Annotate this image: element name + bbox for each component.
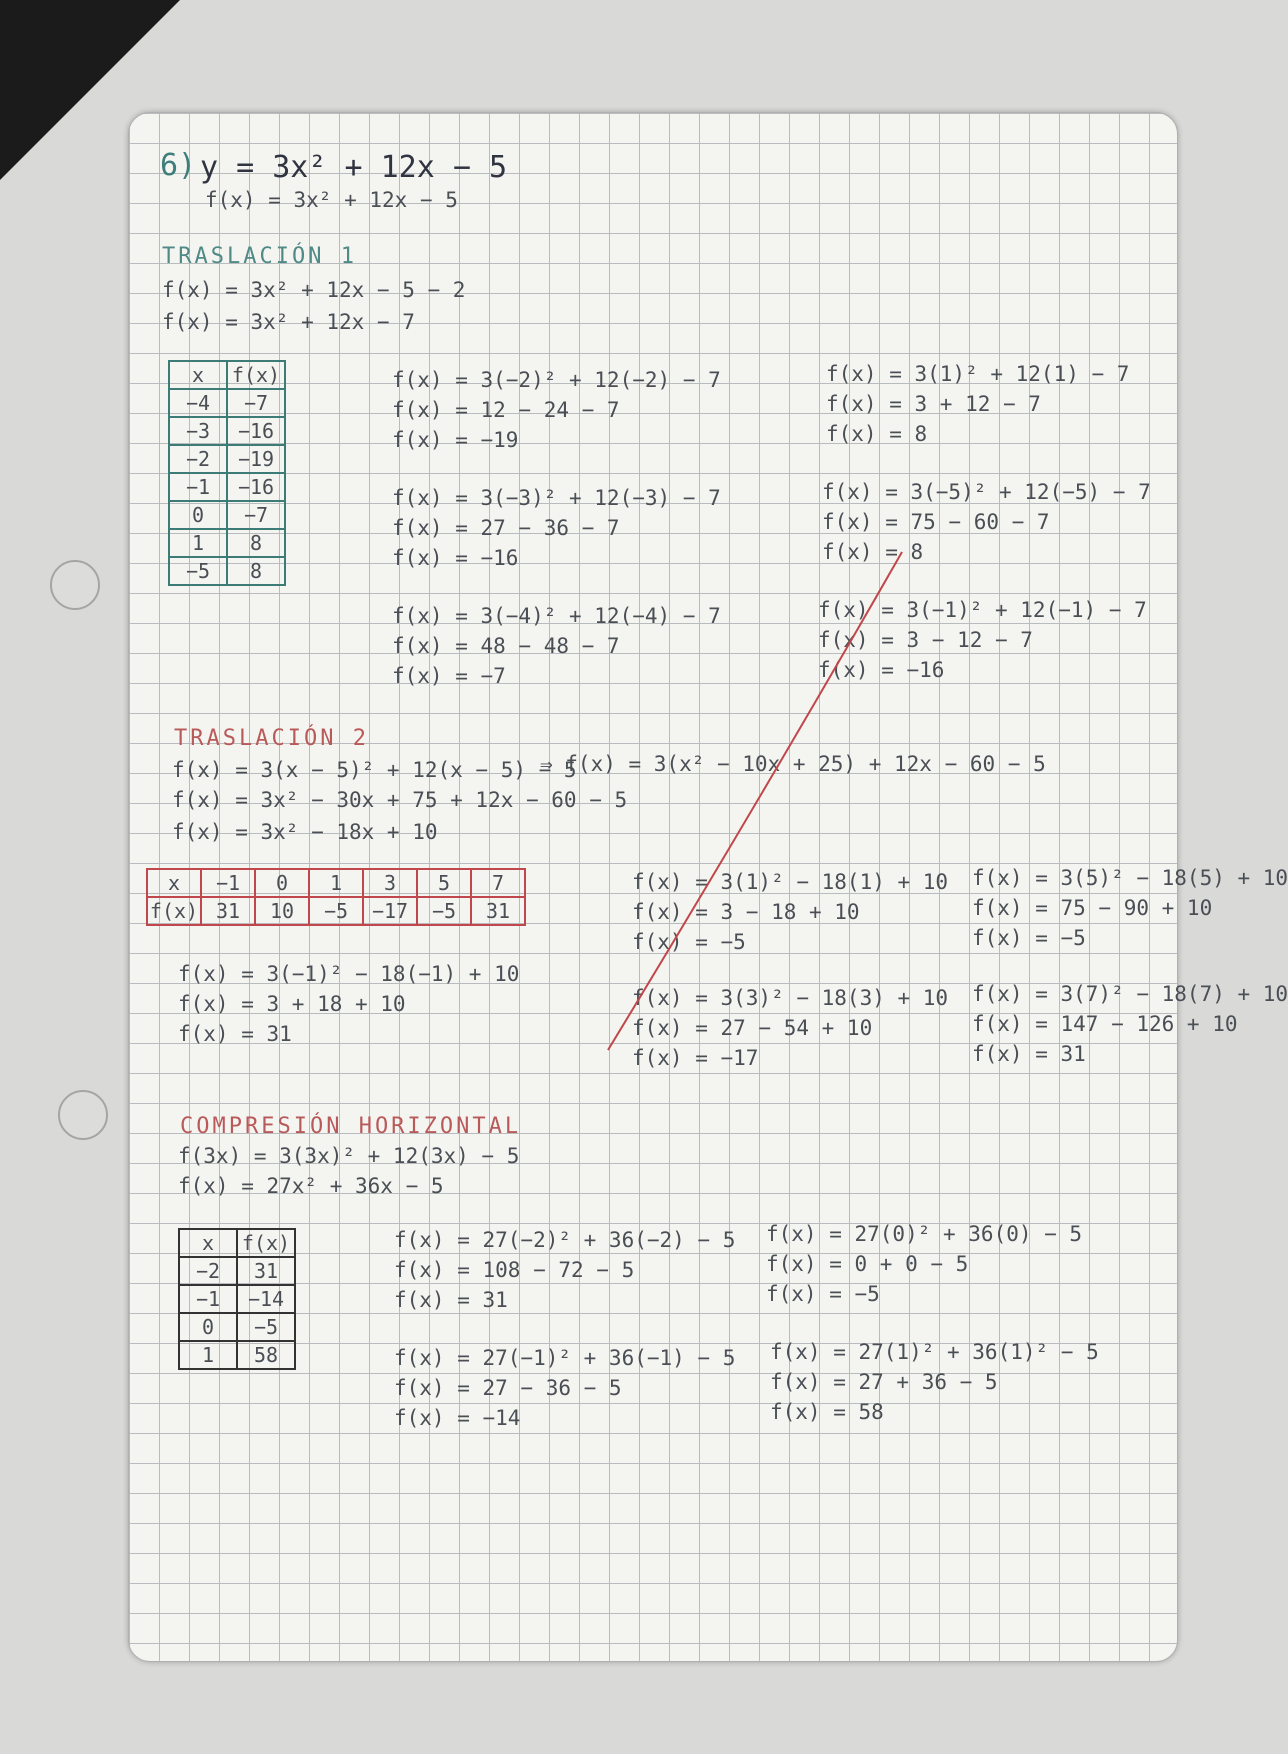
calc-line: f(x) = 3 + 12 − 7: [826, 392, 1041, 416]
traslacion1-line: f(x) = 3x² + 12x − 5 − 2: [162, 278, 466, 302]
calc-line: f(x) = 3 + 18 + 10: [178, 992, 406, 1016]
table-cell: 0: [255, 869, 309, 897]
calc-line: f(x) = 3(−2)² + 12(−2) − 7: [392, 368, 721, 392]
table-header-cell: f(x): [237, 1229, 295, 1257]
section-title-compresion-horizontal: COMPRESIÓN HORIZONTAL: [180, 1114, 522, 1139]
calc-line: f(x) = 27 − 54 + 10: [632, 1016, 873, 1040]
table-header-cell: f(x): [147, 897, 201, 925]
calc-line: f(x) = 27(0)² + 36(0) − 5: [766, 1222, 1083, 1246]
calc-line: f(x) = 147 − 126 + 10: [972, 1012, 1238, 1036]
traslacion2-line: f(x) = 3x² − 18x + 10: [172, 820, 438, 844]
table-cell: −4: [169, 389, 227, 417]
calc-line: f(x) = −17: [632, 1046, 759, 1070]
calc-line: f(x) = 108 − 72 − 5: [394, 1258, 635, 1282]
calc-line: f(x) = 3 − 18 + 10: [632, 900, 860, 924]
table-cell: −16: [227, 417, 285, 445]
table-cell: 3: [363, 869, 417, 897]
problem-equation: y = 3x² + 12x − 5: [200, 150, 508, 185]
calc-line: f(x) = 8: [822, 540, 924, 564]
section-title-traslacion-2: TRASLACIÓN 2: [174, 726, 369, 751]
compresion-line: f(3x) = 3(3x)² + 12(3x) − 5: [178, 1144, 520, 1168]
traslacion2-line: ⇒ f(x) = 3(x² − 10x + 25) + 12x − 60 − 5: [540, 752, 1046, 776]
compresion-line: f(x) = 27x² + 36x − 5: [178, 1174, 444, 1198]
table-cell: −1: [179, 1285, 237, 1313]
traslacion2-line: f(x) = 3x² − 30x + 75 + 12x − 60 − 5: [172, 788, 628, 812]
table-cell: −7: [227, 501, 285, 529]
table-cell: 0: [179, 1313, 237, 1341]
calc-line: f(x) = −5: [972, 926, 1086, 950]
calc-line: f(x) = 8: [826, 422, 928, 446]
calc-line: f(x) = −16: [818, 658, 945, 682]
table-cell: 8: [227, 529, 285, 557]
table-cell: 31: [471, 897, 525, 925]
table-cell: −7: [227, 389, 285, 417]
problem-number: 6): [160, 148, 197, 183]
calc-line: f(x) = 3(−3)² + 12(−3) − 7: [392, 486, 721, 510]
table-cell: −2: [169, 445, 227, 473]
table-cell: 7: [471, 869, 525, 897]
calc-line: f(x) = −14: [394, 1406, 521, 1430]
table-cell: −5: [169, 557, 227, 585]
calc-line: f(x) = 0 + 0 − 5: [766, 1252, 969, 1276]
table-cell: 8: [227, 557, 285, 585]
table-header-cell: x: [169, 361, 227, 389]
calc-line: f(x) = 48 − 48 − 7: [392, 634, 620, 658]
section-title-traslacion-1: TRASLACIÓN 1: [162, 244, 357, 269]
table-cell: 31: [237, 1257, 295, 1285]
table-cell: −1: [169, 473, 227, 501]
table-cell: 5: [417, 869, 471, 897]
calc-line: f(x) = 27 − 36 − 5: [394, 1376, 622, 1400]
traslacion1-line: f(x) = 3x² + 12x − 7: [162, 310, 415, 334]
table-cell: −16: [227, 473, 285, 501]
calc-line: f(x) = −7: [392, 664, 506, 688]
calc-line: f(x) = 27(1)² + 36(1)² − 5: [770, 1340, 1099, 1364]
calc-line: f(x) = 3 − 12 − 7: [818, 628, 1033, 652]
table-cell: 1: [179, 1341, 237, 1369]
table-cell: 31: [201, 897, 255, 925]
table-cell: −3: [169, 417, 227, 445]
traslacion2-line: f(x) = 3(x − 5)² + 12(x − 5) − 5: [172, 758, 577, 782]
table-header-cell: f(x): [227, 361, 285, 389]
calc-line: f(x) = 3(−5)² + 12(−5) − 7: [822, 480, 1151, 504]
table-cell: −1: [201, 869, 255, 897]
table-cell: −2: [179, 1257, 237, 1285]
table-cell: −5: [417, 897, 471, 925]
table-cell: −5: [309, 897, 363, 925]
calc-line: f(x) = 3(−1)² + 12(−1) − 7: [818, 598, 1147, 622]
calc-line: f(x) = 31: [972, 1042, 1086, 1066]
table-cell: 1: [169, 529, 227, 557]
calc-line: f(x) = 3(−1)² − 18(−1) + 10: [178, 962, 520, 986]
calc-line: f(x) = −16: [392, 546, 519, 570]
calc-line: f(x) = −5: [632, 930, 746, 954]
calc-line: f(x) = 3(3)² − 18(3) + 10: [632, 986, 949, 1010]
calc-line: f(x) = 3(−4)² + 12(−4) − 7: [392, 604, 721, 628]
calc-line: f(x) = 3(5)² − 18(5) + 10: [972, 866, 1288, 890]
calc-line: f(x) = 27(−1)² + 36(−1) − 5: [394, 1346, 736, 1370]
calc-line: f(x) = 27 − 36 − 7: [392, 516, 620, 540]
table-header-cell: x: [179, 1229, 237, 1257]
red-pen-stroke-line: [608, 552, 902, 1050]
table-cell: −19: [227, 445, 285, 473]
table-cell: −5: [237, 1313, 295, 1341]
calc-line: f(x) = 12 − 24 − 7: [392, 398, 620, 422]
table-cell: 0: [169, 501, 227, 529]
calc-line: f(x) = 27 + 36 − 5: [770, 1370, 998, 1394]
calc-line: f(x) = 3(7)² − 18(7) + 10: [972, 982, 1288, 1006]
table-cell: 58: [237, 1341, 295, 1369]
problem-function: f(x) = 3x² + 12x − 5: [205, 188, 458, 212]
calc-line: f(x) = 3(1)² − 18(1) + 10: [632, 870, 949, 894]
table-cell: −14: [237, 1285, 295, 1313]
calc-line: f(x) = 58: [770, 1400, 884, 1424]
table-cell: −17: [363, 897, 417, 925]
calc-line: f(x) = −5: [766, 1282, 880, 1306]
calc-line: f(x) = 75 − 90 + 10: [972, 896, 1213, 920]
table-cell: 1: [309, 869, 363, 897]
table-header-cell: x: [147, 869, 201, 897]
calc-line: f(x) = 31: [178, 1022, 292, 1046]
calc-line: f(x) = 3(1)² + 12(1) − 7: [826, 362, 1130, 386]
calc-line: f(x) = 27(−2)² + 36(−2) − 5: [394, 1228, 736, 1252]
calc-line: f(x) = 31: [394, 1288, 508, 1312]
calc-line: f(x) = −19: [392, 428, 519, 452]
table-cell: 10: [255, 897, 309, 925]
calc-line: f(x) = 75 − 60 − 7: [822, 510, 1050, 534]
